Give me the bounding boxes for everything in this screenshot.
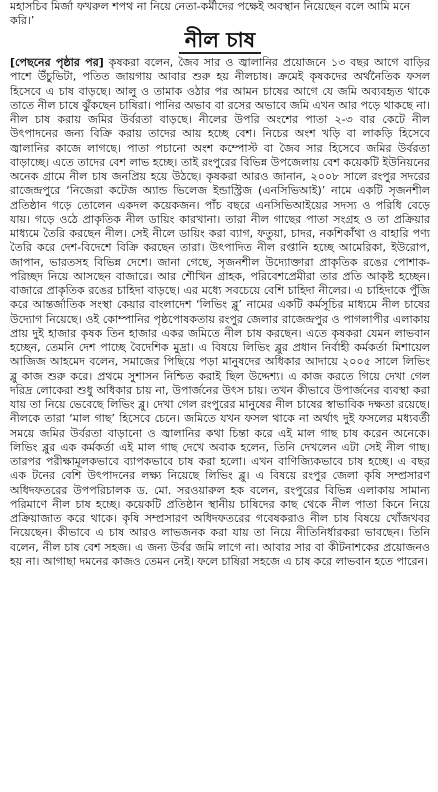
headline-wrap — [10, 28, 430, 54]
article-body — [10, 56, 430, 569]
continuation-tag: [পেছনের পৃষ্ঠার পর] — [10, 56, 104, 69]
article-body-text: কৃষকরা বলেন, জৈব সার ও জ্বালানির প্রয়োজনে ১৩ বছর আগে বাড়ির পাশে উঁচুভিটা, পতিত জায়গায় আবার শুরু হয় নীলচাষ। ক্রমেই কৃষকদের অর্থনৈতিক ফসল হিসেবে এ চাষ বাড়ছে। আলু ও তামাক ওঠার পর আমন চাষের আগে যে জমি অব্যবহৃত থাকে তাতে নীল চাষে ঝুঁকছেন চাষিরা। পানির অভাব বা রসের অভাবে জমি এখন আর পড়ে থাকছে না। নীল চাষ করায় জমির উর্বরতা বাড়ছে। নীলের উপরি অংশের পাতা ২-৩ বার কেটে নীল উৎপাদনের জন্য বিক্রি করায় তাদের আয় হচ্ছে বেশ। নিচের অংশ খড়ি বা লাকড়ি হিসেবে জ্বালানির কাজে লাগছে। পাতা পচানো অংশ কম্পোস্ট বা জৈব সার হিসেবে জমির উর্বরতা বাড়াচ্ছে। এতে তাদের বেশ লাভ হচ্ছে। তাই রংপুরের বিভিন্ন উপজেলায় বেশ কয়েকটি ইউনিয়নের অনেক গ্রামে নীল চাষ জনপ্রিয় হয়ে উঠছে। কৃষকরা আরও জানান, ২০০৮ সালে রংপুর সদরের রাজেন্দ্রপুরে ‘নিজেরা কটেজ অ্যান্ড ভিলেজ ইন্ডাস্ট্রিজ (এনসিভিআই)’ নামে একটি সৃজনশীল প্রতিষ্ঠান গড়ে তোলেন একদল কয়েকজন। পাঁচ বছরে এনসিভিআইয়ের সদস্য ও পরিধি বেড়ে যায়। গড়ে ওঠে প্রাকৃতিক নীল ডায়িং কারখানা। তারা নীল গাছের পাতা সংগ্রহ ও তা প্রক্রিয়ার মাধ্যমে তৈরি করছেন নীল। সেই নীলে ডায়িং করা ব্যাগ, ফতুয়া, চাদর, নকশিকাঁথা ও বাহারি পণ্য তৈরি করে দেশ-বিদেশে বিক্রি করছেন তারা। উৎপাদিত নীল রপ্তানি হচ্ছে আমেরিকা, ইউরোপ, জাপান, ভারতসহ বিভিন্ন দেশে। জানা গেছে, সৃজনশীল উদ্যোক্তারা প্রাকৃতিক রঙের পোশাক-পরিচ্ছদ নিয়ে আসছেন বাজারে। আর শৌখিন গ্রাহক, পরিবেশপ্রেমীরা তার প্রতি আকৃষ্ট হচ্ছেন। বাজারে প্রাকৃতিক রঙের চাহিদা বাড়ছে। এর মধ্যে সবচেয়ে বেশি চাহিদা নীলের। এ চাহিদাকে পুঁজি করে আন্তর্জাতিক সংস্থা কেয়ার বাংলাদেশ ‘লিভিং ব্লু’ নামের একটি কর্মসূচির মাধ্যমে নীল চাষের উদ্যোগ নিয়েছে। ওই কোম্পানির পৃষ্ঠপোষকতায় রংপুর জেলার রাজেন্দ্রপুর ও পাগলাপীর এলাকায় প্রায় দুই হাজার কৃষক তিন হাজার একর জমিতে নীল চাষ করছেন। এতে কৃষকরা যেমন লাভবান হচ্ছেন, তেমনি দেশ পাচ্ছে বৈদেশিক মুদ্রা। এ বিষয়ে লিভিং ব্লুর প্রধান নির্বাহী কর্মকর্তা মিশায়েল আজিজ আহমেদ বলেন, সমাজের পিছিয়ে পড়া মানুষদের অধিকার আদায়ে ২০০৫ সালে লিভিং ব্লু কাজ শুরু করে। প্রথমে সুশাসন নিশ্চিত করাই ছিল উদ্দেশ্য। এ কাজ করতে গিয়ে দেখা গেল দরিদ্র লোকেরা শুধু অধিকার চায় না, উপার্জনের উৎস চায়। তখন কীভাবে উপার্জনের ব্যবস্থা করা যায় তা নিয়ে ভেবেছে লিভিং ব্লু। দেখা গেল রংপুরের মানুষের নীল চাষের স্বাভাবিক দক্ষতা রয়েছে। নীলকে তারা ‘মাল গাছ’ হিসেবে চেনে। জমিতে যখন ফসল থাকে না অর্থাৎ দুই ফসলের মধ্যবর্তী সময়ে জমির উর্বরতা বাড়ানো ও জ্বালানির কথা চিন্তা করে এই মাল গাছ চাষ করেন অনেকে। লিভিং ব্লুর এক কর্মকর্তা এই মাল গাছ দেখে অবাক হলেন, তিনি দেখলেন এটা সেই নীল গাছ। তারপর পরীক্ষামূলকভাবে ব্যাপকভাবে চাষ করা হলো। এখন বাণিজ্যিকভাবে চাষ হচ্ছে। এ বছর এক টনের বেশি উৎপাদনের লক্ষ্য নিয়েছে লিভিং ব্লু। এ বিষয়ে রংপুর জেলা কৃষি সম্প্রসারণ অধিদফতরের উপপরিচালক ড. মো. সরওয়ারুল হক বলেন, রংপুরের বিভিন্ন এলাকায় সামান্য পরিমাণে নীল চাষ হচ্ছে। কয়েকটি প্রতিষ্ঠান স্থানীয় চাষিদের কাছ থেকে নীল পাতা কিনে নিয়ে প্রক্রিয়াজাত করে থাকে। কৃষি সম্প্রসারণ অধিদফতরের গবেষকরাও নীল চাষ বিষয়ে খোঁজখবর নিয়েছেন। কীভাবে এ চাষ আরও লাভজনক করা যায় তা নিয়ে নীতিনির্ধারকরা ভাবছেন। তিনি বলেন, নীল চাষ বেশ সহজ। এ জন্য উর্বর জমি লাগে না। আবার সার বা কীটনাশকের প্রয়োজনও হয় না। আগাছা দমনের কাজও তেমন নেই। ফলে চাষিরা সহজে এ চাষ করে লাভবান হতে পারেন। — [10, 56, 430, 568]
headline: নীল চাষ — [179, 28, 262, 54]
previous-article-fragment: মহাসচিব মির্জা ফখরুল শপথ না নিয়ে নেতা-কর্মীদের পক্ষেই অবস্থান নিয়েছেন বলে আমি মনে করি।’ — [10, 0, 411, 27]
